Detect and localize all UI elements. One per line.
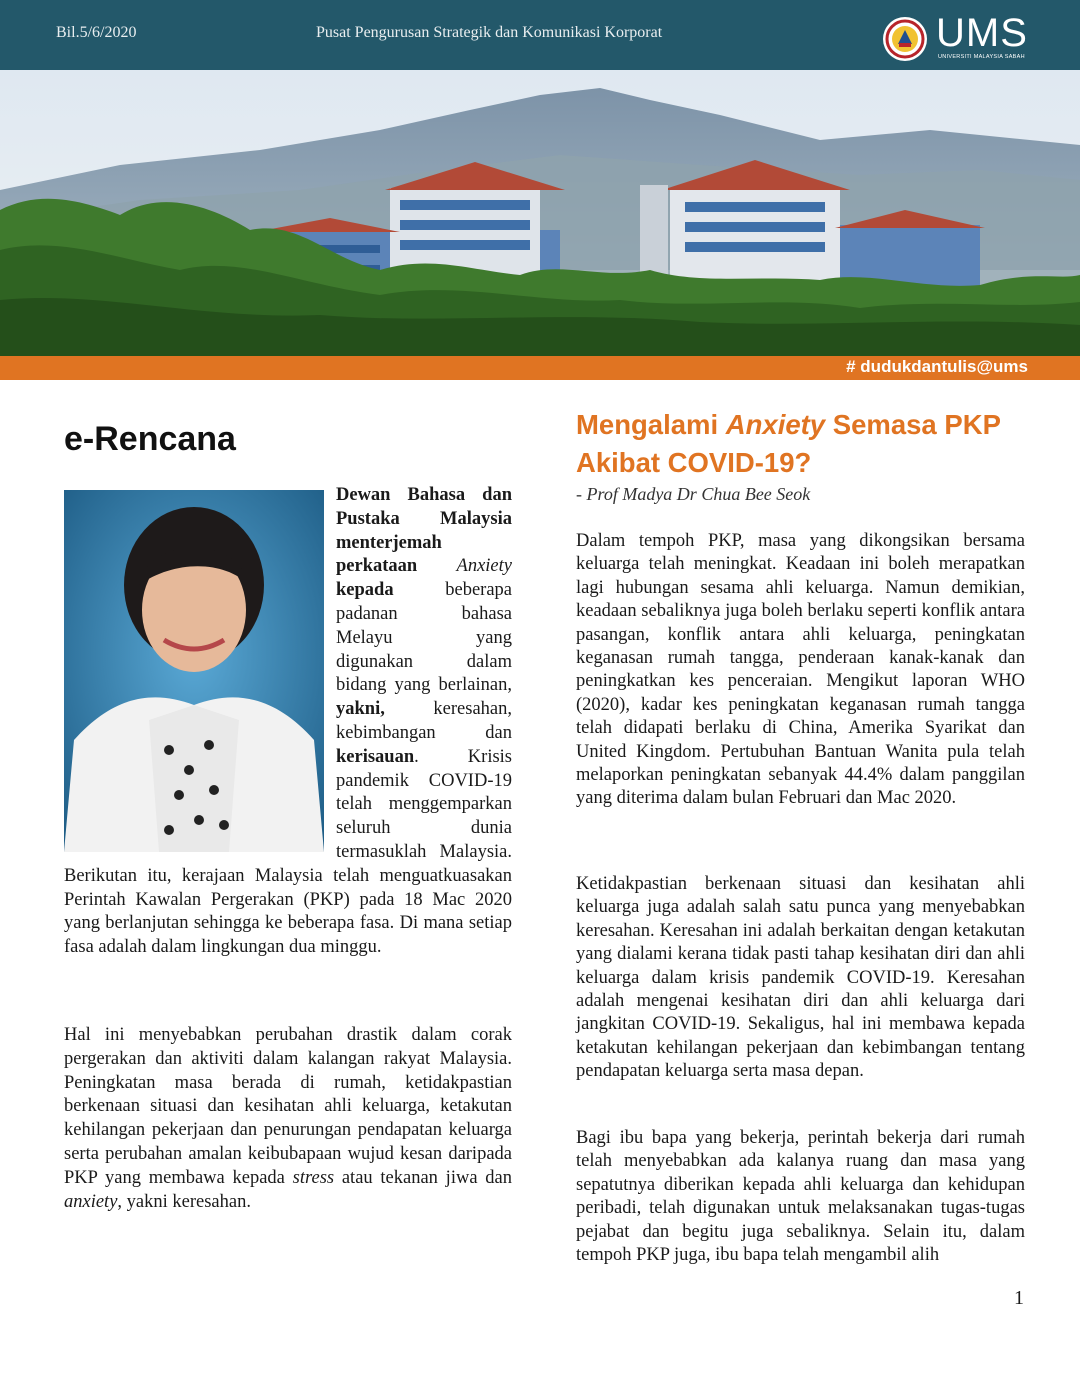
lead-text-3: . Krisis pandemik COVID-19 telah menggemparkan seluruh dunia termasuklah Malaysia. Berikutan itu, kerajaan Malaysia telah menguatkuasakan Perintah Kawalan Pergerakan (PKP) pada 18 Mac 2020 yang berlanjutan sehingga ke beberapa fasa. Di mana setiap fasa adalah dalam lingkungan dua minggu.	[64, 746, 512, 958]
article-paragraph-2: Ketidakpastian berkenaan situasi dan kesihatan ahli keluarga juga adalah salah satu punca yang menyebabkan keresahan. Keresahan ini adalah berkaitan dengan ketakutan yang dialami kerana tidak pasti tahap kesihatan diri dan ahli keluarga dalam krisis pandemik COVID-19. Keresahan adalah mengenai kesihatan diri dan ahli keluarga dari jangkitan COVID-19. Sekaligus, hal ini membawa kepada ketakutan kehilangan pekerjaan dan kebimbangan tentang pendapatan keluarga serta masa depan.	[576, 874, 1025, 1082]
article-paragraph-1: Dalam tempoh PKP, masa yang dikongsikan bersama keluarga telah meningkat. Keadaan ini boleh merapatkan lagi hubungan sesama ahli keluarga. Namun demikian, keadaan sebaliknya juga boleh berlaku seperti konflik antara pasangan, konflik antara ahli keluarga, peningkatan keganasan rumah tangga, penderaan kanak-kanak dan peningkatkan kes penceraian. Mengikut laporan WHO (2020), kadar kes peningkatan keganasan rumah tangga telah didapati berlaku di China, Amerika Syarikat dan United Kingdom. Pertubuhan Bantuan Wanita pula telah melaporkan peningkatan sebanyak 44.4% dalam panggilan yang diterima dalam bulan Februari dan Mac 2020.	[576, 531, 1025, 809]
left-paragraph-2	[64, 1024, 512, 1214]
article-author: - Prof Madya Dr Chua Bee Seok	[576, 484, 811, 504]
header-bar	[0, 0, 1080, 70]
lead-bold-4: kerisauan	[336, 746, 415, 767]
lead-text-2: keresahan, kebimbangan dan	[336, 699, 512, 743]
article-title-italic: Anxiety	[725, 409, 826, 440]
lead-paragraph	[64, 484, 512, 960]
para2-italic-anxiety: anxiety	[64, 1191, 118, 1212]
para2-text-1: Hal ini menyebabkan perubahan drastik dalam corak pergerakan dan aktiviti dalam kalangan rakyat Malaysia. Peningkatan masa berada di rumah, ketidakpastian berkenaan situasi dan kesihatan ahli keluarga, ketakutan kehilangan pekerjaan dan penurungan pendapatan keluarga serta perubahan amalan keibubapaan wujud kesan daripada PKP yang membawa kepada	[64, 1025, 512, 1188]
logo-text: UMS	[936, 11, 1028, 55]
lead-bold-1: Dewan Bahasa dan Pustaka Malaysia menterjemah perkataan	[336, 485, 512, 577]
article-paragraph-3: Bagi ibu bapa yang bekerja, perintah bekerja dari rumah telah menyebabkan ada kalanya ruang dan masa yang sepatutnya diberikan kepada ahli keluarga dan kehidupan peribadi, telah digunakan untuk melaksanakan tugas-tugas pejabat dan begitu juga sebaliknya. Selain itu, dalam tempoh PKP juga, ibu bapa telah mengambil alih	[576, 1128, 1025, 1266]
article-title-part-2: Semasa PKP Akibat COVID-19?	[576, 409, 1001, 478]
university-crest-icon	[882, 16, 928, 62]
hashtag-bar	[0, 356, 1080, 380]
section-title: e-Rencana	[64, 420, 236, 458]
article-title	[576, 406, 1036, 482]
lead-text-1: beberapa padanan bahasa Melayu yang digunakan dalam bidang yang berlainan,	[336, 580, 512, 696]
lead-bold-3: yakni,	[336, 699, 385, 720]
hashtag: # dudukdantulis@ums	[846, 357, 1028, 376]
page-number: 1	[1014, 1287, 1024, 1309]
lead-bold-2: kepada	[336, 580, 394, 601]
publisher-unit: Pusat Pengurusan Strategik dan Komunikasi Korporat	[316, 24, 663, 41]
lead-italic-1: Anxiety	[456, 556, 512, 577]
author-photo	[64, 490, 324, 852]
para2-text-3: , yakni keresahan.	[117, 1191, 251, 1212]
issue-number: Bil.5/6/2020	[56, 24, 137, 41]
article-title-part-1: Mengalami	[576, 409, 719, 440]
campus-banner-image	[0, 70, 1080, 356]
para2-italic-stress: stress	[292, 1167, 335, 1188]
logo-subtext: UNIVERSITI MALAYSIA SABAH	[938, 54, 1025, 60]
para2-text-2: atau tekanan jiwa dan	[341, 1167, 512, 1188]
ums-logo	[882, 11, 1052, 64]
